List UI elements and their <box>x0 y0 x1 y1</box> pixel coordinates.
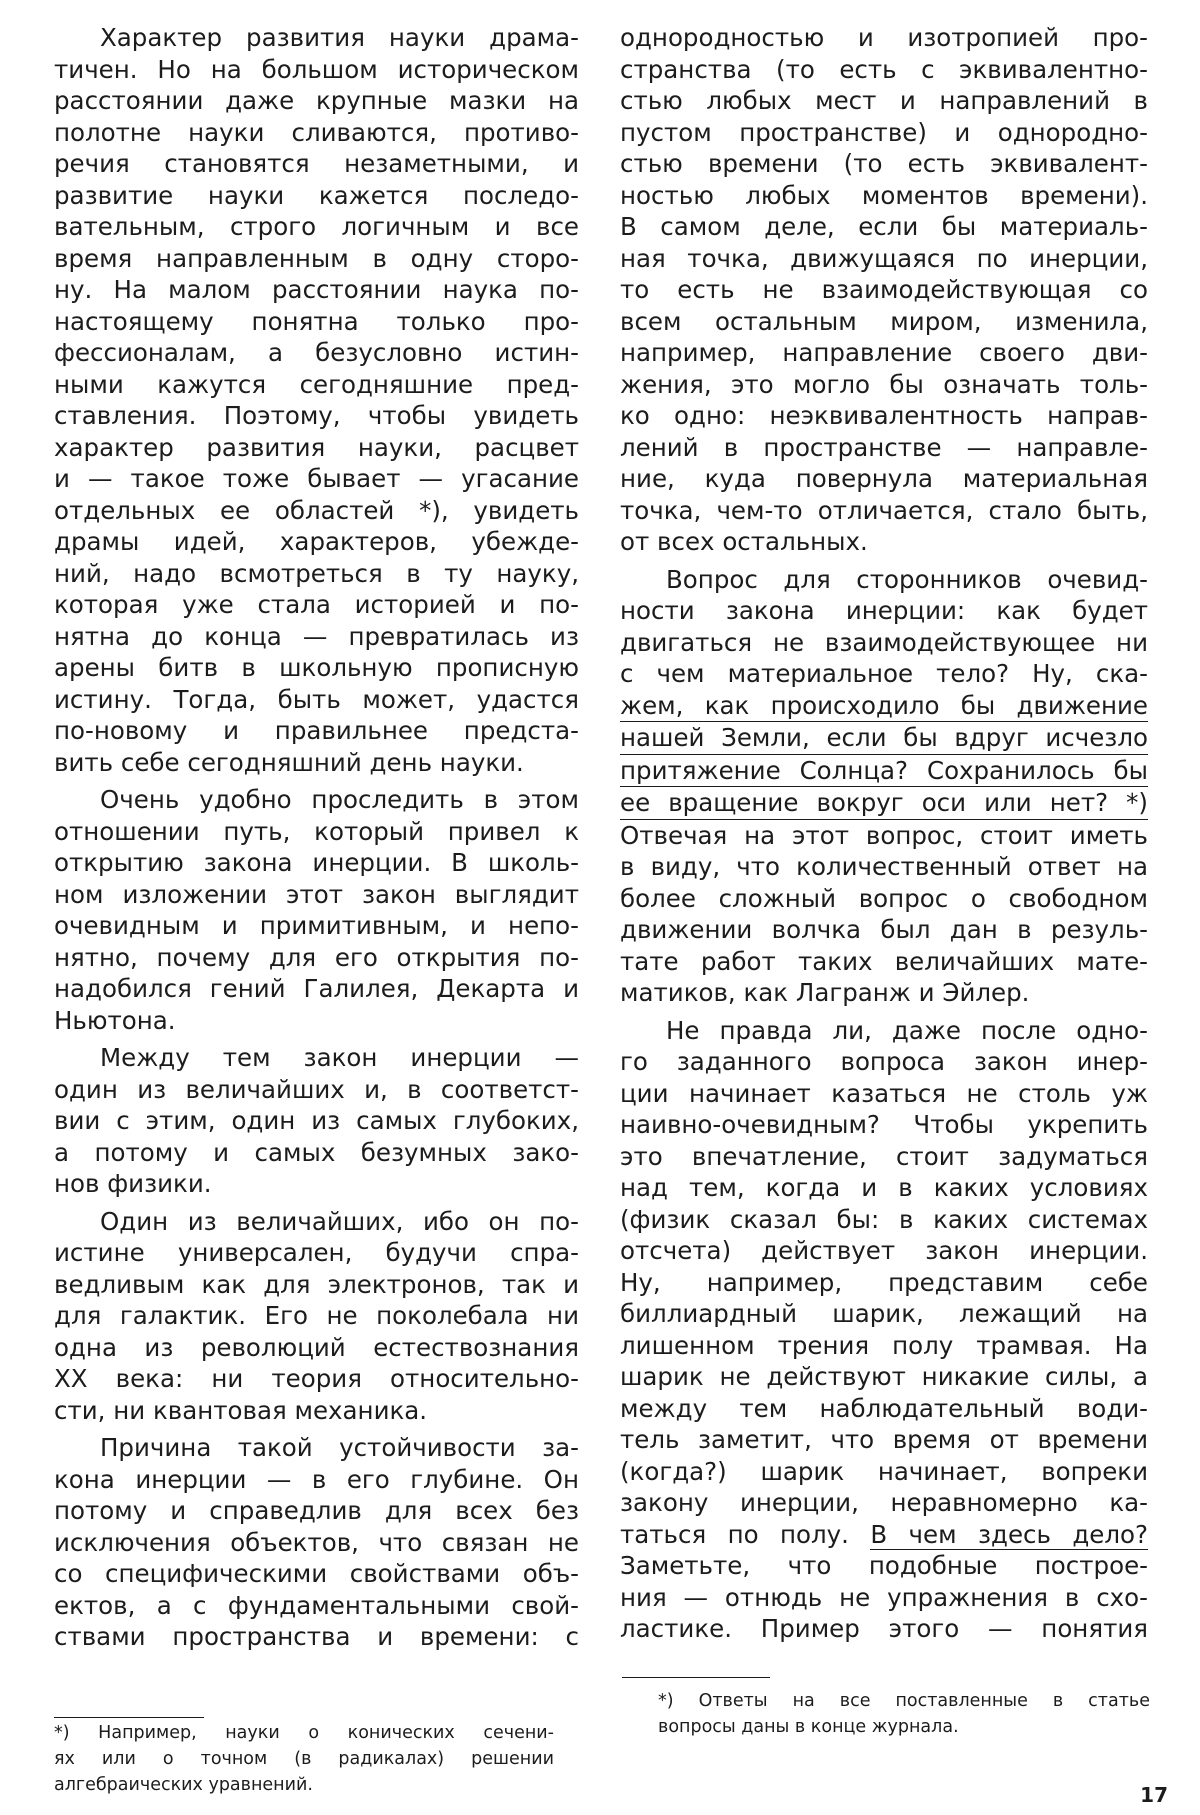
text-line: ний, надо всмотреться в ту науку, <box>54 558 579 588</box>
text-line: ностью любых моментов времени). <box>620 180 1148 210</box>
text-line: более сложный вопрос о свободном <box>620 883 1148 913</box>
text-line: нятна до конца — превратилась из <box>54 621 579 651</box>
footnote-line: ях или о точном (в радикалах) решении <box>54 1749 554 1769</box>
text-line: стью времени (то есть эквивалент- <box>620 149 1148 178</box>
text-line: для галактик. Его не поколебала ни <box>54 1301 579 1330</box>
text-line: ности закона инерции: как будет <box>620 596 1148 625</box>
text-line: открытию закона инерции. В школь- <box>54 848 579 877</box>
underlined-segment: В чем здесь дело? <box>870 1519 1148 1549</box>
text-line: ко одно: неэквивалентность направ- <box>620 401 1148 430</box>
text-line: отношении путь, который привел к <box>54 816 579 846</box>
text-line: один из величайших и, в соответст- <box>54 1074 579 1104</box>
text-line: вии с этим, один из самых глубоких, <box>54 1106 579 1135</box>
text-line: отдельных ее областей *), увидеть <box>54 495 579 525</box>
text-line: ная точка, движущаяся по инерции, <box>620 243 1148 273</box>
text-line: которая уже стала историей и по- <box>54 590 579 619</box>
text-line: со специфическими свойствами объ- <box>54 1559 579 1588</box>
text-line: арены битв в школьную прописную <box>54 653 579 682</box>
text-line: ном изложении этот закон выглядит <box>54 879 579 909</box>
footnote-line: вопросы даны в конце журнала. <box>658 1717 959 1737</box>
text-line: настоящему понятна только про- <box>54 306 579 336</box>
text-line: это впечатление, стоит задуматься <box>620 1141 1148 1171</box>
text-line: Ну, например, представим себе <box>620 1267 1148 1297</box>
left-column <box>54 22 579 1653</box>
text-line: с чем материальное тело? Ну, ска- <box>620 659 1148 688</box>
text-line: ектов, а с фундаментальными свой- <box>54 1590 579 1620</box>
text-line: ции начинает казаться не столь уж <box>620 1078 1148 1108</box>
right-column <box>620 22 1148 1645</box>
footnote-line: алгебраических уравнений. <box>54 1775 313 1795</box>
text-line: жем, как происходило бы движение <box>620 690 1148 723</box>
text-line: стью любых мест и направлений в <box>620 86 1148 115</box>
text-line: исключения объектов, что связан не <box>54 1527 579 1557</box>
text-line: Заметьте, что подобные построе- <box>620 1551 1148 1580</box>
text-line: время направленным в одну сторо- <box>54 243 579 273</box>
paragraph-first-line: Не правда ли, даже после одно- <box>666 1015 1148 1045</box>
text-line: истине универсален, будучи спра- <box>54 1238 579 1267</box>
text-line: однородностью и изотропией про- <box>620 23 1148 52</box>
paragraph-first-line: Между тем закон инерции — <box>100 1043 579 1072</box>
text-line: матиков, как Лагранж и Эйлер. <box>620 978 1030 1007</box>
text-line: в виду, что количественный ответ на <box>620 852 1148 881</box>
text-line: го заданного вопроса закон инер- <box>620 1047 1148 1076</box>
text-line: например, направление своего дви- <box>620 338 1148 367</box>
paragraph-first-line: Причина такой устойчивости за- <box>100 1433 579 1462</box>
text-line: всем остальным миром, изменила, <box>620 306 1148 336</box>
footnote-right <box>658 1688 1150 1740</box>
footnote-line: *) Например, науки о конических сечени- <box>54 1723 554 1743</box>
text-line: потому и справедлив для всех без <box>54 1496 579 1525</box>
text-line: ну. На малом расстоянии наука по- <box>54 275 579 304</box>
text-line: между тем наблюдательный води- <box>620 1393 1148 1423</box>
text-line: очевидным и примитивным, и непо- <box>54 911 579 940</box>
text-line: одна из революций естествознания <box>54 1332 579 1362</box>
text-line: точка, чем-то отличается, стало быть, <box>620 495 1148 525</box>
text-line: биллиардный шарик, лежащий на <box>620 1299 1148 1328</box>
paragraph-first-line: Вопрос для сторонников очевид- <box>666 564 1148 594</box>
text-line: тичен. Но на большом историческом <box>54 54 579 84</box>
text-line <box>620 1519 1148 1551</box>
text-line: отсчета) действует закон инерции. <box>620 1236 1148 1265</box>
text-line: ее вращение вокруг оси или нет? *) <box>620 787 1148 820</box>
text-line: а потому и самых безумных зако- <box>54 1137 579 1167</box>
text-line: лений в пространстве — направле- <box>620 432 1148 462</box>
text-line: ставления. Поэтому, чтобы увидеть <box>54 401 579 430</box>
text-line: сти, ни квантовая механика. <box>54 1395 428 1425</box>
text-line: В самом деле, если бы материаль- <box>620 212 1148 241</box>
text-segment: таться по полу. <box>620 1519 871 1549</box>
text-line: драмы идей, характеров, убежде- <box>54 527 579 556</box>
footnote-rule-left <box>54 1717 204 1718</box>
paragraph-first-line: Очень удобно проследить в этом <box>100 785 579 814</box>
text-line: нятно, почему для его открытия по- <box>54 942 579 972</box>
paragraph-first-line: Один из величайших, ибо он по- <box>100 1206 579 1236</box>
text-line: то есть не взаимодействующая со <box>620 275 1148 304</box>
text-line: надобился гений Галилея, Декарта и <box>54 974 579 1003</box>
footnote-line: *) Ответы на все поставленные в статье <box>658 1691 1150 1711</box>
text-line: по-новому и правильнее предста- <box>54 716 579 745</box>
text-line: наивно-очевидным? Чтобы укрепить <box>620 1110 1148 1139</box>
text-line: вить себе сегодняшний день науки. <box>54 747 524 777</box>
text-line: ния — отнюдь не упражнения в схо- <box>620 1582 1148 1612</box>
text-line: вательным, строго логичным и все <box>54 212 579 241</box>
page-number: 17 <box>1140 1783 1168 1807</box>
text-line: истину. Тогда, быть может, удастся <box>54 684 579 714</box>
text-line: и — такое тоже бывает — угасание <box>54 464 579 493</box>
text-line: движении волчка был дан в резуль- <box>620 915 1148 944</box>
paragraph-first-line: Характер развития науки драма- <box>100 23 579 52</box>
text-line: двигаться не взаимодействующее ни <box>620 627 1148 657</box>
text-line: притяжение Солнца? Сохранилось бы <box>620 755 1148 788</box>
text-line: (когда?) шарик начинает, вопреки <box>620 1456 1148 1486</box>
text-line: над тем, когда и в каких условиях <box>620 1173 1148 1202</box>
text-line: полотне науки сливаются, противо- <box>54 117 579 147</box>
text-line: лишенном трения полу трамвая. На <box>620 1330 1148 1360</box>
text-line: (физик сказал бы: в каких системах <box>620 1204 1148 1234</box>
footnote-left <box>54 1720 554 1798</box>
text-line: тате работ таких величайших мате- <box>620 946 1148 976</box>
text-line: кона инерции — в его глубине. Он <box>54 1464 579 1494</box>
text-line: развитие науки кажется последо- <box>54 180 579 210</box>
text-line: странства (то есть с эквивалентно- <box>620 54 1148 84</box>
text-line: нов физики. <box>54 1169 212 1198</box>
text-line: Отвечая на этот вопрос, стоит иметь <box>620 820 1148 850</box>
text-line: пустом пространстве) и однородно- <box>620 117 1148 147</box>
text-line: речия становятся незаметными, и <box>54 149 579 178</box>
text-line: нашей Земли, если бы вдруг исчезло <box>620 722 1148 755</box>
text-line: шарик не действуют никакие силы, а <box>620 1362 1148 1391</box>
text-line: фессионалам, а безусловно истин- <box>54 338 579 367</box>
text-line: ластике. Пример этого — понятия <box>620 1614 1148 1643</box>
text-line: тель заметит, что время от времени <box>620 1425 1148 1454</box>
text-line: расстоянии даже крупные мазки на <box>54 86 579 115</box>
text-line: закону инерции, неравномерно ка- <box>620 1488 1148 1517</box>
text-line: от всех остальных. <box>620 527 868 556</box>
text-line: XX века: ни теория относительно- <box>54 1364 579 1393</box>
text-line: ствами пространства и времени: с <box>54 1622 579 1651</box>
text-line: ведливым как для электронов, так и <box>54 1269 579 1299</box>
footnote-rule-right <box>622 1677 770 1678</box>
text-line: характер развития науки, расцвет <box>54 432 579 462</box>
text-line: ние, куда повернула материальная <box>620 464 1148 493</box>
text-line: ными кажутся сегодняшние пред- <box>54 369 579 399</box>
text-line: Ньютона. <box>54 1005 176 1035</box>
text-line: жения, это могло бы означать толь- <box>620 369 1148 399</box>
